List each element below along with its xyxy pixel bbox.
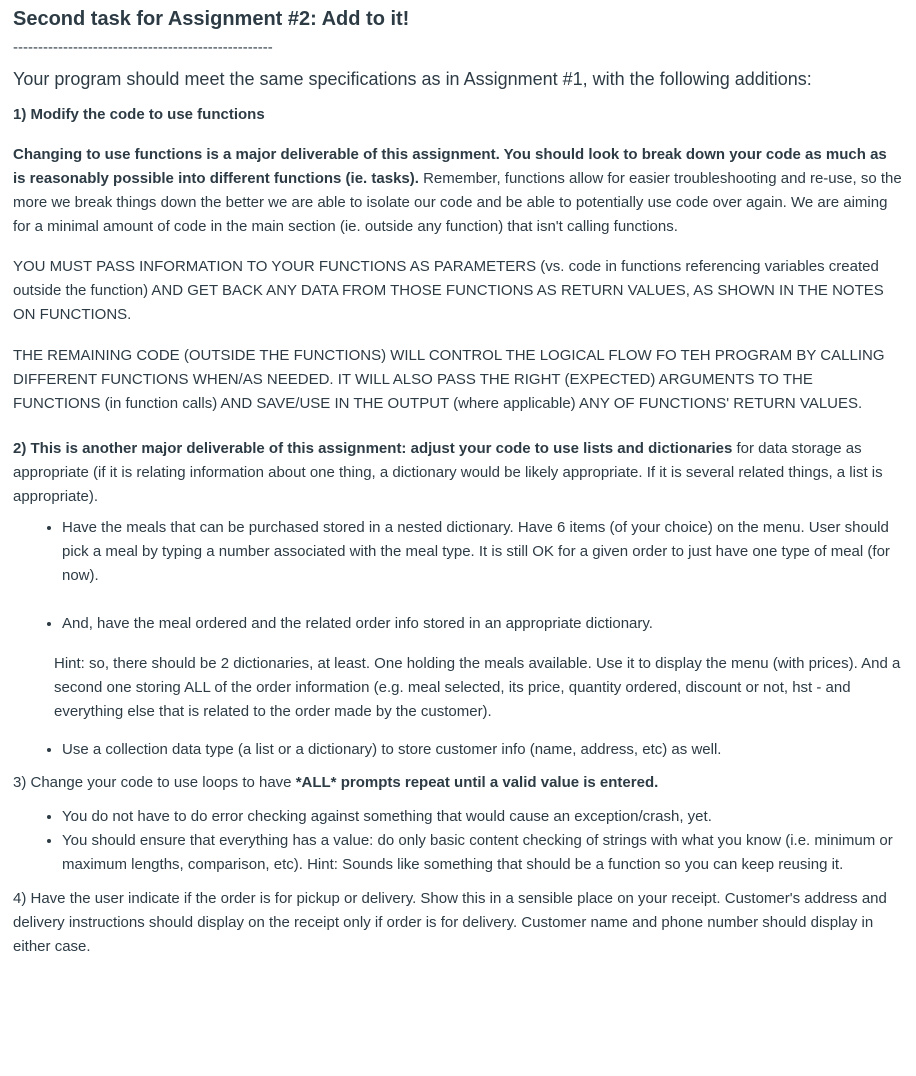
section1-para3: THE REMAINING CODE (OUTSIDE THE FUNCTIONS) WILL CONTROL THE LOGICAL FLOW FO TEH PROGRAM BY CALLING DIFFERENT FUNCTIONS WHEN/AS NEEDED. IT WILL ALSO PASS THE RIGHT (EXPECTED) ARGUMENTS TO THE FUNCTIONS (in function calls) AND SAVE/USE IN THE OUTPUT (where applicable) ANY OF FUNCTIONS' RETURN VALUES.	[13, 347, 885, 412]
section3-bold: *ALL* prompts repeat until a valid value is entered.	[295, 774, 659, 791]
section1-para1-rest: Remember, functions allow for easier troubleshooting and re-use, so the more we break things down the better we are able to isolate our code and be able to potentially use code over again. We are aiming for a minimal amount of code in the main section (ie. outside any function) that isn't calling functions.	[13, 170, 902, 235]
page-title: Second task for Assignment #2: Add to it!	[13, 8, 410, 30]
list-item-customer-info: • Use a collection data type (a list or a dictionary) to store customer info (name, address, etc) as well.	[62, 738, 903, 762]
divider-line: ----------------------------------------------------	[13, 40, 273, 56]
section3-heading	[13, 771, 903, 795]
intro-text: Your program should meet the same specifications as in Assignment #1, with the following additions:	[13, 69, 812, 89]
section2-intro-bold: 2) This is another major deliverable of this assignment: adjust your code to use lists and dictionaries	[13, 440, 733, 457]
section1-heading-text: 1) Modify the code to use functions	[13, 106, 265, 123]
list-item-meals-dictionary: • Have the meals that can be purchased stored in a nested dictionary. Have 6 items (of your choice) on the menu. User should pick a meal by typing a number associated with the meal type. It is still OK for a given order to just have one type of meal (for now).	[62, 516, 903, 588]
section1-para2: YOU MUST PASS INFORMATION TO YOUR FUNCTIONS AS PARAMETERS (vs. code in functions referencing variables created outside the function) AND GET BACK ANY DATA FROM THOSE FUNCTIONS AS RETURN VALUES, AS SHOWN IN THE NOTES ON FUNCTIONS.	[13, 258, 884, 323]
section2-intro-rest: for data storage as appropriate (if it is relating information about one thing, a dictionary would be likely appropriate. If it is several related things, a list is appropriate).	[13, 440, 883, 505]
section1-para1	[13, 143, 903, 239]
section3-list	[13, 805, 903, 877]
section4-text: 4) Have the user indicate if the order is for pickup or delivery. Show this in a sensible place on your receipt. Customer's address and delivery instructions should display on the receipt only if order is for delivery. Customer name and phone number should display in either case.	[13, 890, 887, 955]
section2-hint: Hint: so, there should be 2 dictionaries, at least. One holding the meals available. Use it to display the menu (with prices). And a second one storing ALL of the order information (e.g. meal selected, its price, quantity ordered, discount or not, hst - and everything else that is related to the order made by the customer).	[54, 655, 901, 720]
section3-prefix: 3) Change your code to use loops to have	[13, 774, 296, 791]
list-item-value-checking: • You should ensure that everything has a value: do only basic content checking of strings with what you know (i.e. minimum or maximum lengths, comparison, etc). Hint: Sounds like something that should be a function so you can keep reusing it.	[62, 829, 903, 877]
section1-para1-bold: Changing to use functions is a major deliverable of this assignment. You should look to break down your code as much as is reasonably possible into different functions (ie. tasks).	[13, 146, 887, 187]
section2-list-b	[13, 738, 903, 762]
section2-list-a	[13, 516, 903, 636]
list-item-error-checking: • You do not have to do error checking against something that would cause an exception/crash, yet.	[62, 805, 903, 829]
section2-intro	[13, 437, 903, 509]
section1-heading	[13, 103, 903, 127]
list-item-order-dictionary: • And, have the meal ordered and the related order info stored in an appropriate dictionary.	[62, 612, 903, 636]
